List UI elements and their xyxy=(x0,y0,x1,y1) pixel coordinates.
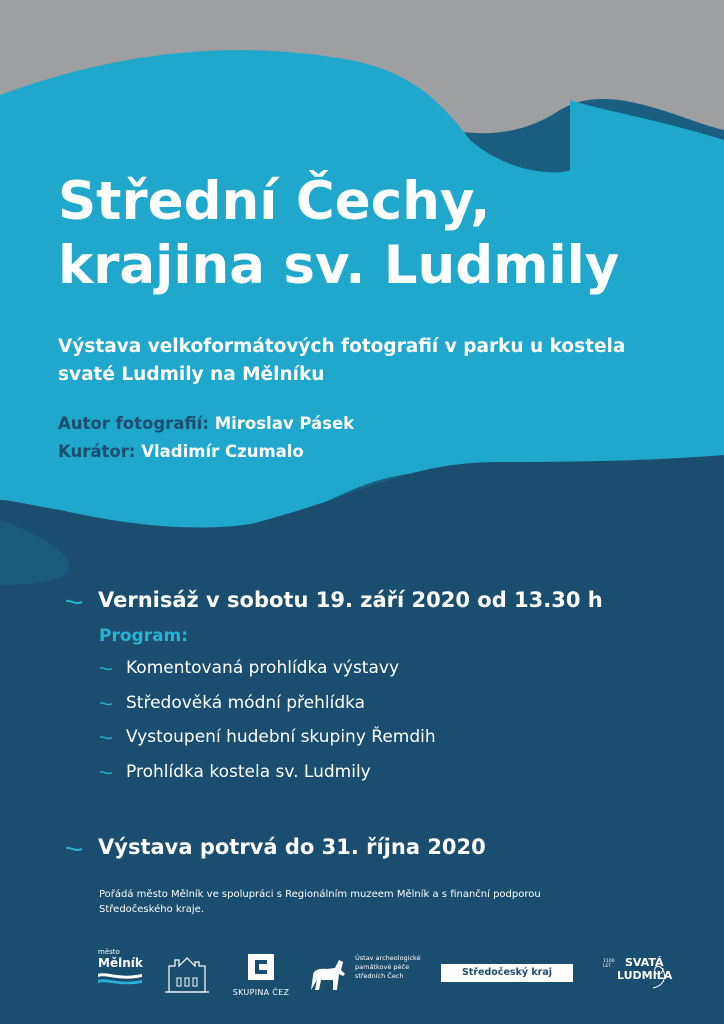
dash-icon xyxy=(100,769,112,775)
curator-name: Vladimír Czumalo xyxy=(141,442,304,461)
duration-line xyxy=(66,835,486,859)
curator-label: Kurátor: xyxy=(58,442,136,461)
cez-logo-text: SKUPINA ČEZ xyxy=(232,988,290,997)
program-item-text: Prohlídka kostela sv. Ludmily xyxy=(126,761,371,782)
list-item xyxy=(100,693,436,728)
organizer-note-line-2: Středočeského kraje. xyxy=(99,904,204,915)
author-credit xyxy=(58,410,354,438)
program-item-text: Středověká módní přehlídka xyxy=(126,692,366,713)
uapp-line-3: středních Čech xyxy=(355,972,404,980)
ludmila-line-1: SVATÁ xyxy=(625,956,664,969)
opening-text: Vernisáž v sobotu 19. září 2020 od 13.30 h xyxy=(98,588,603,612)
kraj-logo: Středočeský kraj xyxy=(441,964,573,982)
museum-building-icon xyxy=(163,952,211,996)
dash-icon xyxy=(100,734,112,740)
ludmila-line-2: LUDMILA xyxy=(617,969,673,982)
partner-logos xyxy=(0,940,724,1010)
dash-icon xyxy=(66,598,82,604)
list-item xyxy=(100,658,436,693)
title-line-1: Střední Čechy, xyxy=(58,171,491,232)
ludmila-logo xyxy=(603,956,673,996)
title-line-2: krajina sv. Ludmily xyxy=(58,235,620,296)
museum-logo xyxy=(163,952,211,996)
poster-title xyxy=(58,170,698,298)
swirl-icon xyxy=(649,958,671,992)
poster-subtitle xyxy=(58,333,678,389)
cez-logo xyxy=(232,954,290,997)
uapp-line-1: Ústav archeologické xyxy=(355,954,421,962)
opening-line xyxy=(66,588,603,612)
dash-icon xyxy=(66,845,82,851)
duration-text: Výstava potrvá do 31. října 2020 xyxy=(98,835,486,859)
program-label: Program: xyxy=(99,626,189,646)
curator-credit xyxy=(58,438,354,466)
uapp-logo xyxy=(305,954,435,998)
cez-mark-icon xyxy=(248,954,274,980)
uapp-logo-text xyxy=(355,954,421,981)
ludmila-pre: 1100 LET xyxy=(603,959,615,969)
horse-icon xyxy=(305,954,349,994)
program-item-text: Komentovaná prohlídka výstavy xyxy=(126,658,400,678)
list-item xyxy=(100,762,436,797)
subtitle-line-2: svaté Ludmily na Mělníku xyxy=(58,364,325,385)
list-item xyxy=(100,727,436,762)
subtitle-line-1: Výstava velkoformátových fotografií v parku u kostela xyxy=(58,336,626,357)
dash-icon xyxy=(100,700,112,706)
program-item-text: Vystoupení hudební skupiny Řemdih xyxy=(126,727,436,747)
melnik-logo-big: Mělník xyxy=(98,956,143,970)
melnik-logo-small: město xyxy=(98,948,120,956)
program-list xyxy=(100,658,436,796)
wave-icon xyxy=(98,971,142,985)
author-label: Autor fotografií: xyxy=(58,414,209,433)
uapp-line-2: památkové péče xyxy=(355,963,410,971)
organizer-note-line-1: Pořádá město Mělník ve spolupráci s Regionálním muzeem Mělník a s finanční podporou xyxy=(99,889,541,900)
author-name: Miroslav Pásek xyxy=(214,414,355,433)
credits xyxy=(58,410,354,466)
organizer-note xyxy=(99,887,639,917)
dash-icon xyxy=(100,665,112,671)
melnik-logo xyxy=(98,948,150,989)
